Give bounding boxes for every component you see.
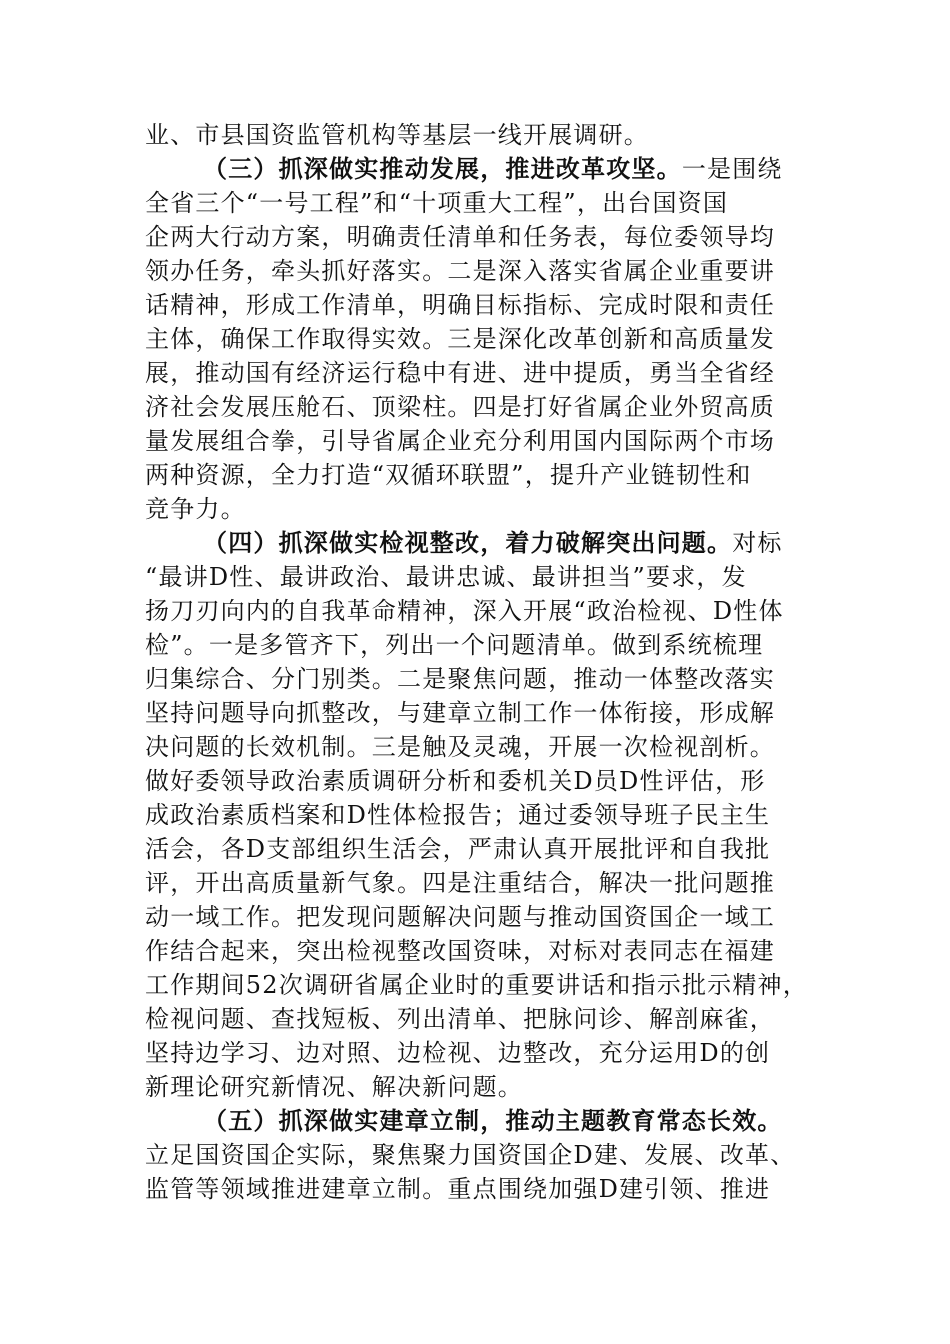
text-line: [145, 186, 810, 220]
text-line: [145, 764, 810, 798]
body-text: 坚持问题导向抓整改，与建章立制工作一体衔接，形成解: [145, 699, 775, 727]
body-text: 量发展组合拳，引导省属企业充分利用国内国际两个市场: [145, 427, 775, 455]
text-line: [145, 322, 810, 356]
text-line: [145, 968, 810, 1002]
text-line: [145, 1138, 810, 1172]
body-text: 活会，各D支部组织生活会，严肃认真开展批评和自我批: [145, 835, 771, 863]
body-text: 检视问题、查找短板、列出清单、把脉问诊、解剖麻雀，: [145, 1005, 775, 1033]
text-line: [145, 662, 810, 696]
body-text: 领办任务，牵头抓好落实。二是深入落实省属企业重要讲: [145, 257, 775, 285]
text-line: [145, 560, 810, 594]
body-text: 做好委领导政治素质调研分析和委机关D员D性评估，形: [145, 767, 766, 795]
text-line: [145, 934, 810, 968]
body-text: 全省三个“一号工程”和“十项重大工程”，出台国资国: [145, 189, 729, 217]
body-text: 决问题的长效机制。三是触及灵魂，开展一次检视剖析。: [145, 733, 775, 761]
text-line: [145, 356, 810, 390]
body-text: 展，推动国有经济运行稳中有进、进中提质，勇当全省经: [145, 359, 775, 387]
section-heading: （五）抓深做实建章立制，推动主题教育常态长效。: [203, 1106, 783, 1135]
section-heading: （三）抓深做实推动发展，推进改革攻坚。: [203, 154, 682, 183]
text-line: [145, 594, 810, 628]
body-text: 企两大行动方案，明确责任清单和任务表，每位委领导均: [145, 223, 775, 251]
body-text: 坚持边学习、边对照、边检视、边整改，充分运用D的创: [145, 1039, 771, 1067]
text-line: [145, 118, 810, 152]
text-line: [145, 1104, 810, 1138]
text-line: [145, 1036, 810, 1070]
text-line: [145, 220, 810, 254]
text-line: [145, 866, 810, 900]
section-heading: （四）抓深做实检视整改，着力破解突出问题。: [203, 528, 733, 557]
text-line: [145, 1070, 810, 1104]
text-line: [145, 288, 810, 322]
body-text: 工作期间52次调研省属企业时的重要讲话和指示批示精神，: [145, 971, 808, 999]
body-text: 评，开出高质量新气象。四是注重结合，解决一批问题推: [145, 869, 775, 897]
body-text: 新理论研究新情况、解决新问题。: [145, 1073, 523, 1101]
text-line: [145, 832, 810, 866]
text-line: [145, 1172, 810, 1206]
body-text: 主体，确保工作取得实效。三是深化改革创新和高质量发: [145, 325, 775, 353]
text-line: [145, 696, 810, 730]
text-line: [145, 254, 810, 288]
body-text: 作结合起来，突出检视整改国资味，对标对表同志在福建: [145, 937, 775, 965]
text-line: [145, 458, 810, 492]
text-line: [145, 424, 810, 458]
body-text: 话精神，形成工作清单，明确目标指标、完成时限和责任: [145, 291, 775, 319]
body-text: “最讲D性、最讲政治、最讲忠诚、最讲担当”要求，发: [145, 563, 747, 591]
body-text: 监管等领域推进建章立制。重点围绕加强D建引领、推进: [145, 1175, 771, 1203]
body-text: 济社会发展压舱石、顶梁柱。四是打好省属企业外贸高质: [145, 393, 775, 421]
text-line: [145, 628, 810, 662]
body-text: 扬刀刃向内的自我革命精神，深入开展“政治检视、D性体: [145, 597, 784, 625]
text-line: [145, 492, 810, 526]
text-line: [145, 390, 810, 424]
body-text: 归集综合、分门别类。二是聚焦问题，推动一体整改落实: [145, 665, 775, 693]
body-text: 对标: [732, 529, 783, 557]
document-body: [145, 118, 810, 1206]
text-line: [145, 900, 810, 934]
body-text: 成政治素质档案和D性体检报告；通过委领导班子民主生: [145, 801, 771, 829]
text-line: [145, 152, 810, 186]
text-line: [145, 730, 810, 764]
body-text: 检”。一是多管齐下，列出一个问题清单。做到系统梳理: [145, 631, 764, 659]
body-text: 动一域工作。把发现问题解决问题与推动国资国企一域工: [145, 903, 775, 931]
text-line: [145, 798, 810, 832]
body-text: 立足国资国企实际，聚焦聚力国资国企D建、发展、改革、: [145, 1141, 796, 1169]
body-text: 一是围绕: [681, 155, 783, 183]
body-text: 竞争力。: [145, 495, 246, 523]
body-text: 业、市县国资监管机构等基层一线开展调研。: [145, 121, 649, 149]
text-line: [145, 526, 810, 560]
text-line: [145, 1002, 810, 1036]
body-text: 两种资源，全力打造“双循环联盟”，提升产业链韧性和: [145, 461, 752, 489]
